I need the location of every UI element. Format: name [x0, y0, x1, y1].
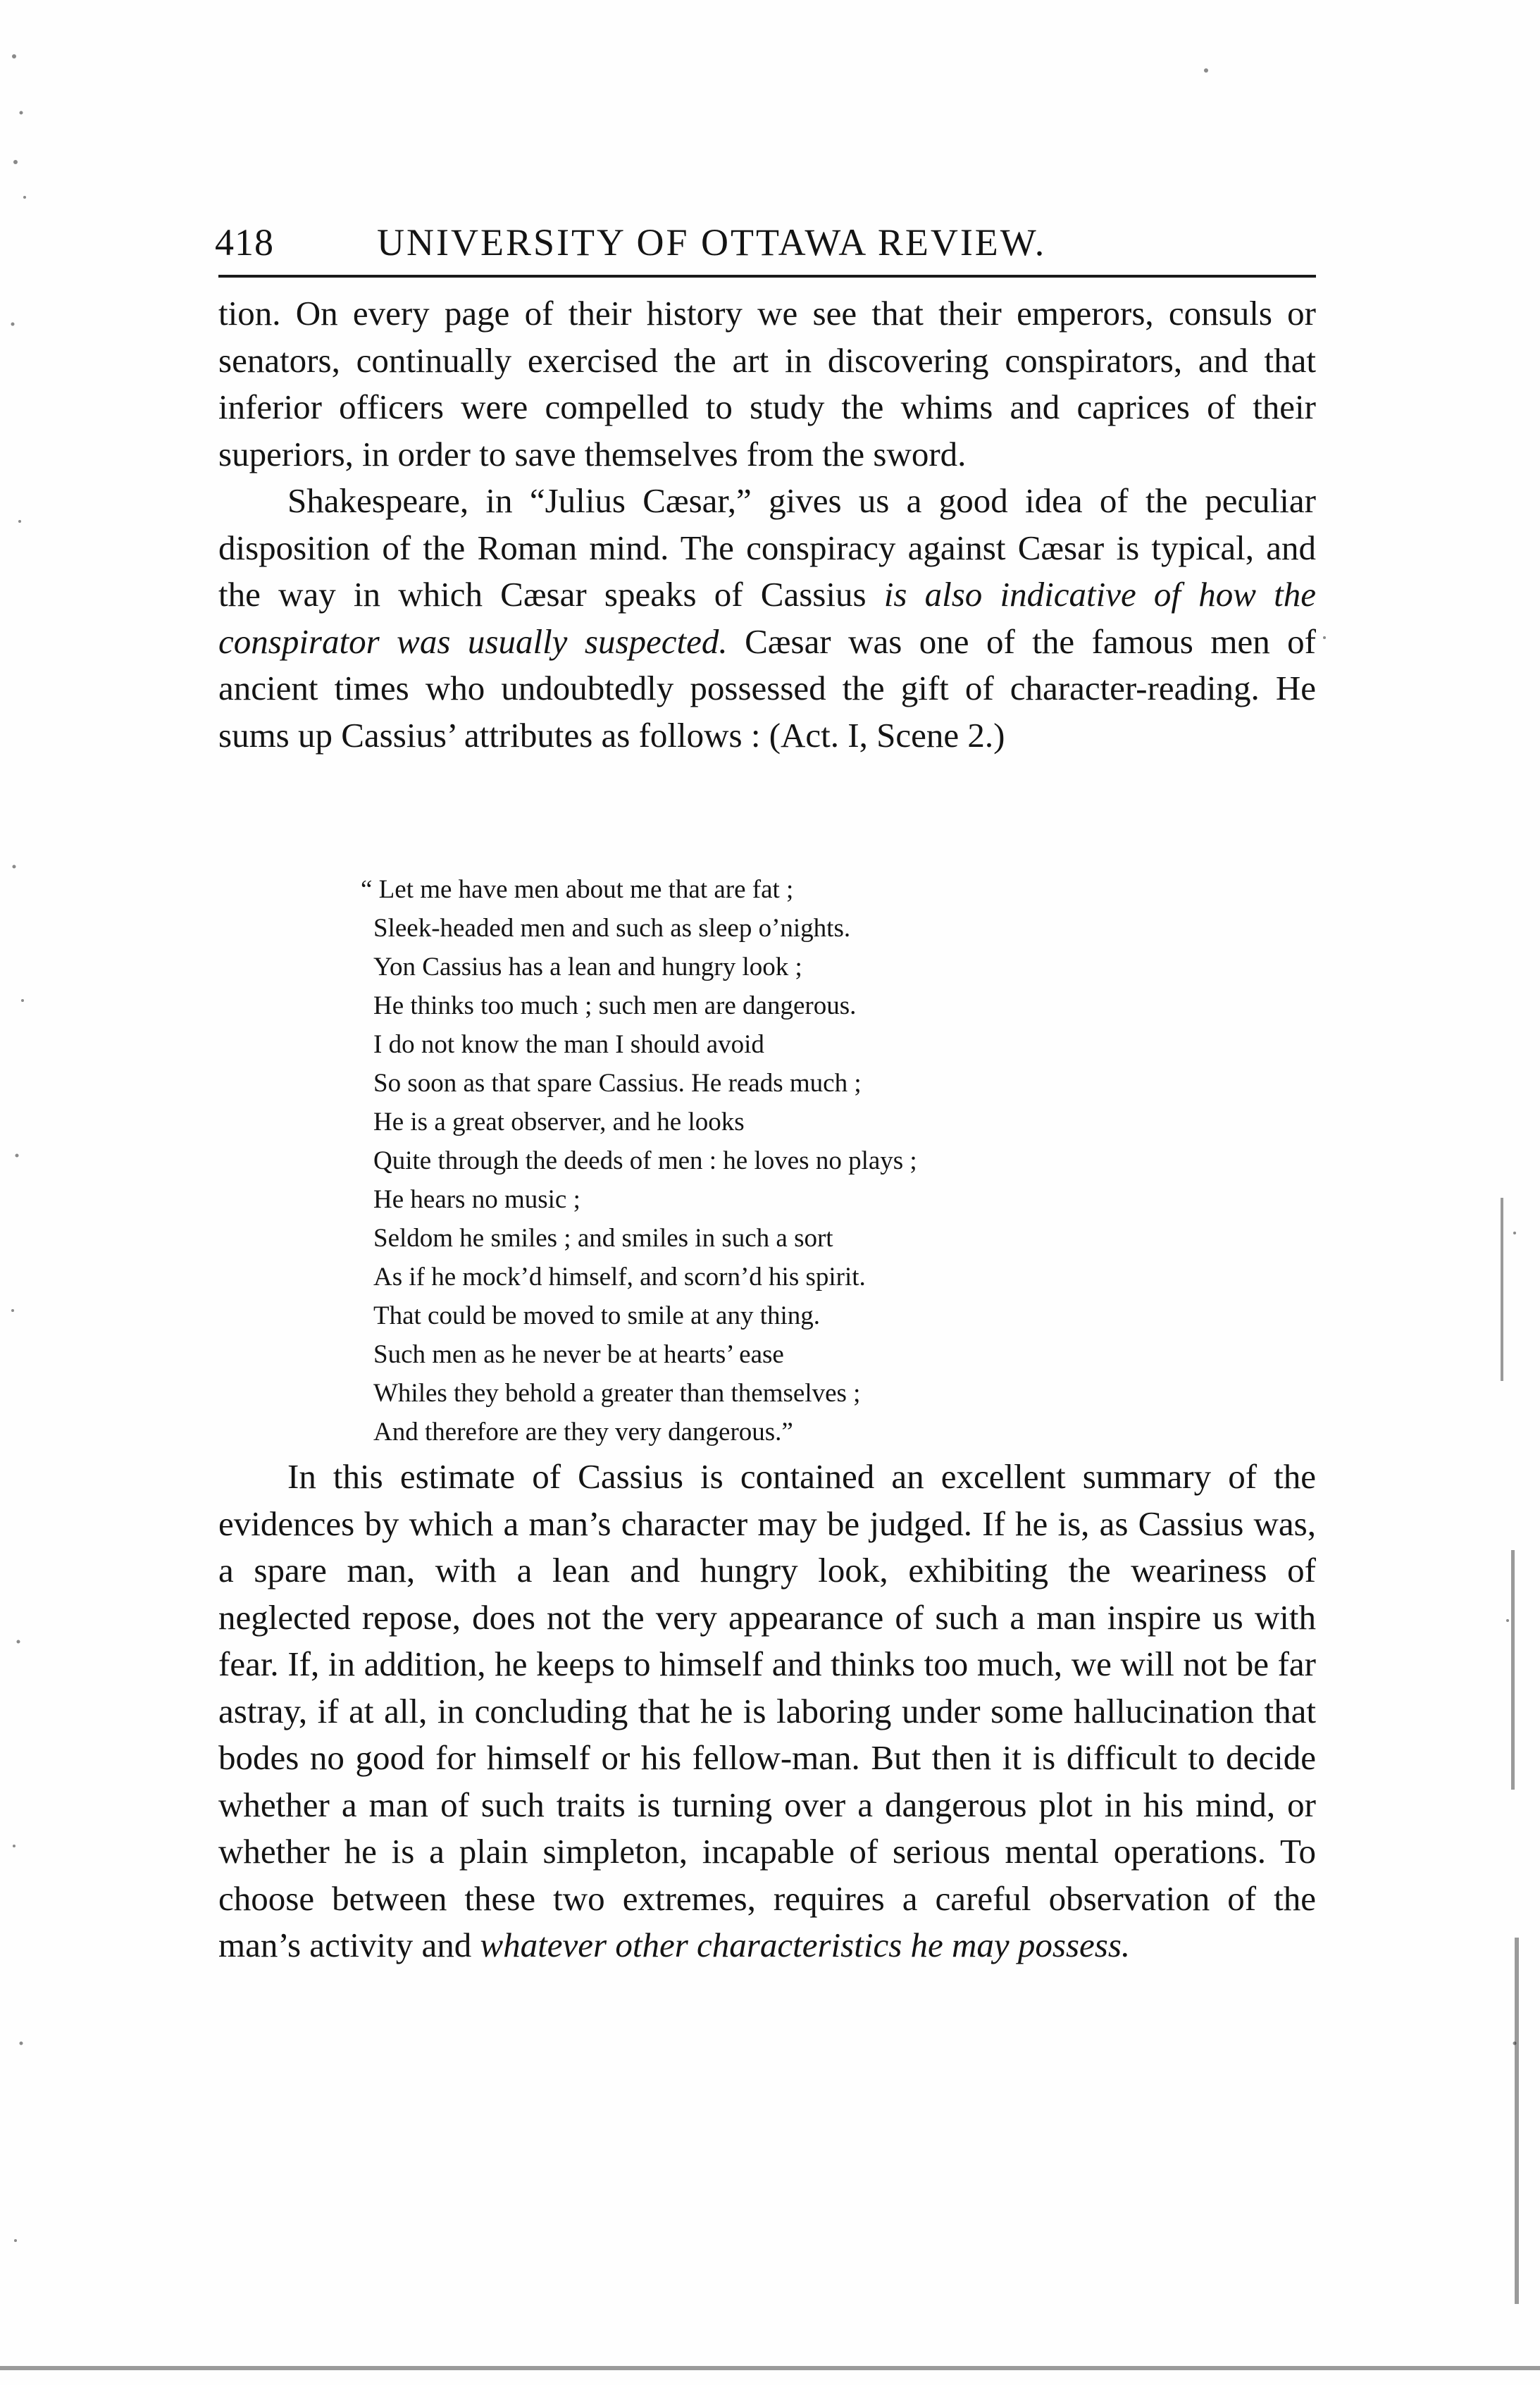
verse-line: As if he mock’d himself, and scorn’d his spirit.	[373, 1263, 866, 1291]
verse-line: “ Let me have men about me that are fat ;	[361, 875, 794, 904]
paragraph-shakespeare-italic: is also indicative of how the conspirator was usually suspected.	[218, 575, 1316, 661]
verse-line: So soon as that spare Cassius. He reads much ;	[373, 1069, 862, 1098]
verse-line: He thinks too much ; such men are dangerous.	[373, 991, 857, 1020]
paragraph-continuation: tion. On every page of their history we see that their emperors, consuls or senators, continually exercised the art in discovering conspirators, and that inferior officers were compelled to study the whims and caprices of their superiors, in order to save themselves from the sword.	[218, 294, 1316, 473]
verse-line: Sleek-headed men and such as sleep o’nights.	[373, 914, 851, 943]
verse-line: Quite through the deeds of men : he loves no plays ;	[373, 1146, 917, 1175]
paragraph-estimate	[218, 1454, 1316, 1969]
verse-quotation	[361, 870, 1254, 1451]
verse-line: Seldom he smiles ; and smiles in such a sort	[373, 1224, 833, 1253]
text-block-upper	[218, 290, 1316, 759]
paragraph-shakespeare-rest: Cæsar was one of the famous men of ancient times who undoubtedly possessed the gift of character-reading. He sums up Cassius’ attributes as follows : (Act. I, Scene 2.)	[218, 621, 1317, 755]
header-rule	[218, 275, 1316, 278]
verse-line: I do not know the man I should avoid	[373, 1030, 764, 1059]
paragraph-shakespeare	[218, 478, 1316, 759]
verse-line: He hears no music ;	[373, 1185, 580, 1214]
verse-line: Whiles they behold a greater than themselves ;	[373, 1379, 861, 1408]
verse-line: And therefore are they very dangerous.”	[373, 1418, 793, 1447]
journal-title: UNIVERSITY OF OTTAWA REVIEW.	[377, 221, 1047, 264]
verse-line: Yon Cassius has a lean and hungry look ;	[373, 953, 802, 981]
paragraph-shakespeare-intro: Shakespeare, in “Julius Cæsar,” gives us a good idea of the peculiar disposition of the Roman mind. The conspiracy against Cæsar is typical, and the way in which Cæsar speaks of Cassius	[218, 481, 1316, 614]
page-number: 418	[215, 221, 274, 264]
paragraph-estimate-italic: whatever other characteristics he may possess.	[480, 1926, 1131, 1964]
text-block-lower	[218, 1454, 1316, 1969]
paragraph-estimate-main: In this estimate of Cassius is contained an excellent summary of the evidences by which a man’s character may be judged. If he is, as Cassius was, a spare man, with a lean and hungry look, exhibiting the weariness of neglected repose, does not the very appearance of such a man inspire us with fear. If, in addition, he keeps to himself and thinks too much, we will not be far astray, if at all, in concluding that he is laboring under some hallucination that bodes no good for himself or his fellow-man. But then it is difficult to decide whether a man of such traits is turning over a dangerous plot in his mind, or whether he is a plain simpleton, incapable of serious mental operations. To choose between these two extremes, requires a careful observation of the man’s activity and	[218, 1457, 1316, 1964]
verse-line: He is a great observer, and he looks	[373, 1108, 745, 1136]
verse-line: Such men as he never be at hearts’ ease	[373, 1340, 784, 1369]
verse-line: That could be moved to smile at any thing.	[373, 1301, 821, 1330]
running-header	[215, 201, 1316, 264]
